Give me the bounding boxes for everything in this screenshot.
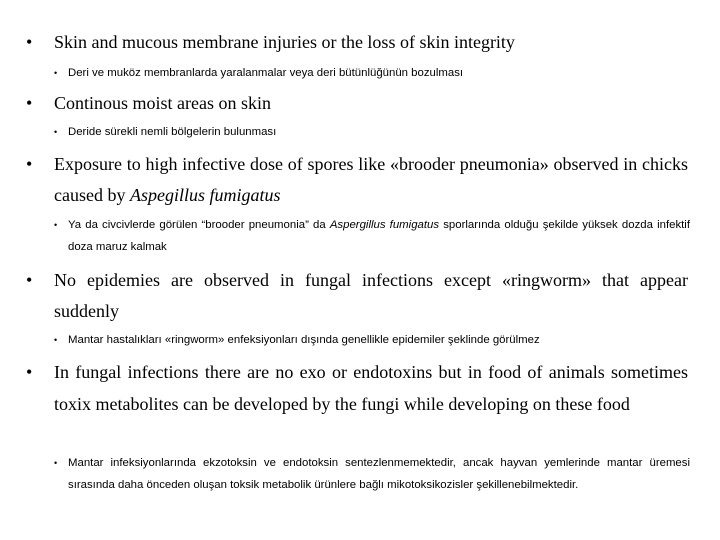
bullet-icon: • [26, 270, 33, 290]
bullet-icon: • [26, 32, 33, 52]
bullet-icon: • [26, 93, 33, 113]
sub-bullet-text-4: Mantar hastalıkları «ringworm» enfeksiyonları dışında genellikle epidemiler şeklinde görülmez [68, 334, 540, 346]
bullet-text-3 [54, 149, 688, 211]
sub-bullet-text-2: Deride sürekli nemli bölgelerin bulunması [68, 126, 277, 138]
bullet-text-5: In fungal infections there are no exo or endotoxins but in food of animals sometimes toxix metabolites can be developed by the fungi while developing on these food [54, 362, 688, 414]
sub-bullet-icon: • [54, 458, 58, 468]
bullet-text-4: No epidemies are observed in fungal infections except «ringworm» that appear suddenly [54, 270, 688, 321]
sub-bullet-text-3-end: sporlarında olduğu şekilde yüksek dozda infektif doza maruz kalmak [68, 219, 691, 253]
bullet-text-1: Skin and mucous membrane injuries or the loss of skin integrity [54, 32, 515, 52]
sub-bullet-text-3 [68, 214, 690, 258]
sub-bullet-icon: • [54, 220, 58, 230]
sub-bullet-icon: • [54, 68, 58, 78]
sub-bullet-icon: • [54, 127, 58, 137]
sub-bullet-text-3-start: Ya da civcivlerde görülen “brooder pneumonia” da [68, 219, 330, 231]
sub-bullet-text-1: Deri ve muköz membranlarda yaralanmalar veya deri bütünlüğünün bozulması [68, 67, 464, 79]
bullet-icon: • [26, 154, 33, 174]
bullet-text-3-organism: Aspegillus fumigatus [129, 185, 281, 205]
bullet-text-3-start: Exposure to high infective dose of spores like «brooder pneumonia» observed in chicks caused by [54, 154, 688, 205]
sub-bullet-text-3-organism: Aspergillus fumigatus [329, 219, 440, 231]
sub-bullet-text-5: Mantar infeksiyonlarında ekzotoksin ve endotoksin sentezlenmemektedir, ancak hayvan yemlerinde mantar üremesi sırasında daha önceden oluşan toksik metabolik ürünlere bağlı mikotoksikozisler şekillenebilmektedir. [68, 457, 690, 491]
bullet-text-2: Continous moist areas on skin [54, 93, 271, 113]
sub-bullet-icon: • [54, 335, 58, 345]
bullet-icon: • [26, 362, 33, 382]
